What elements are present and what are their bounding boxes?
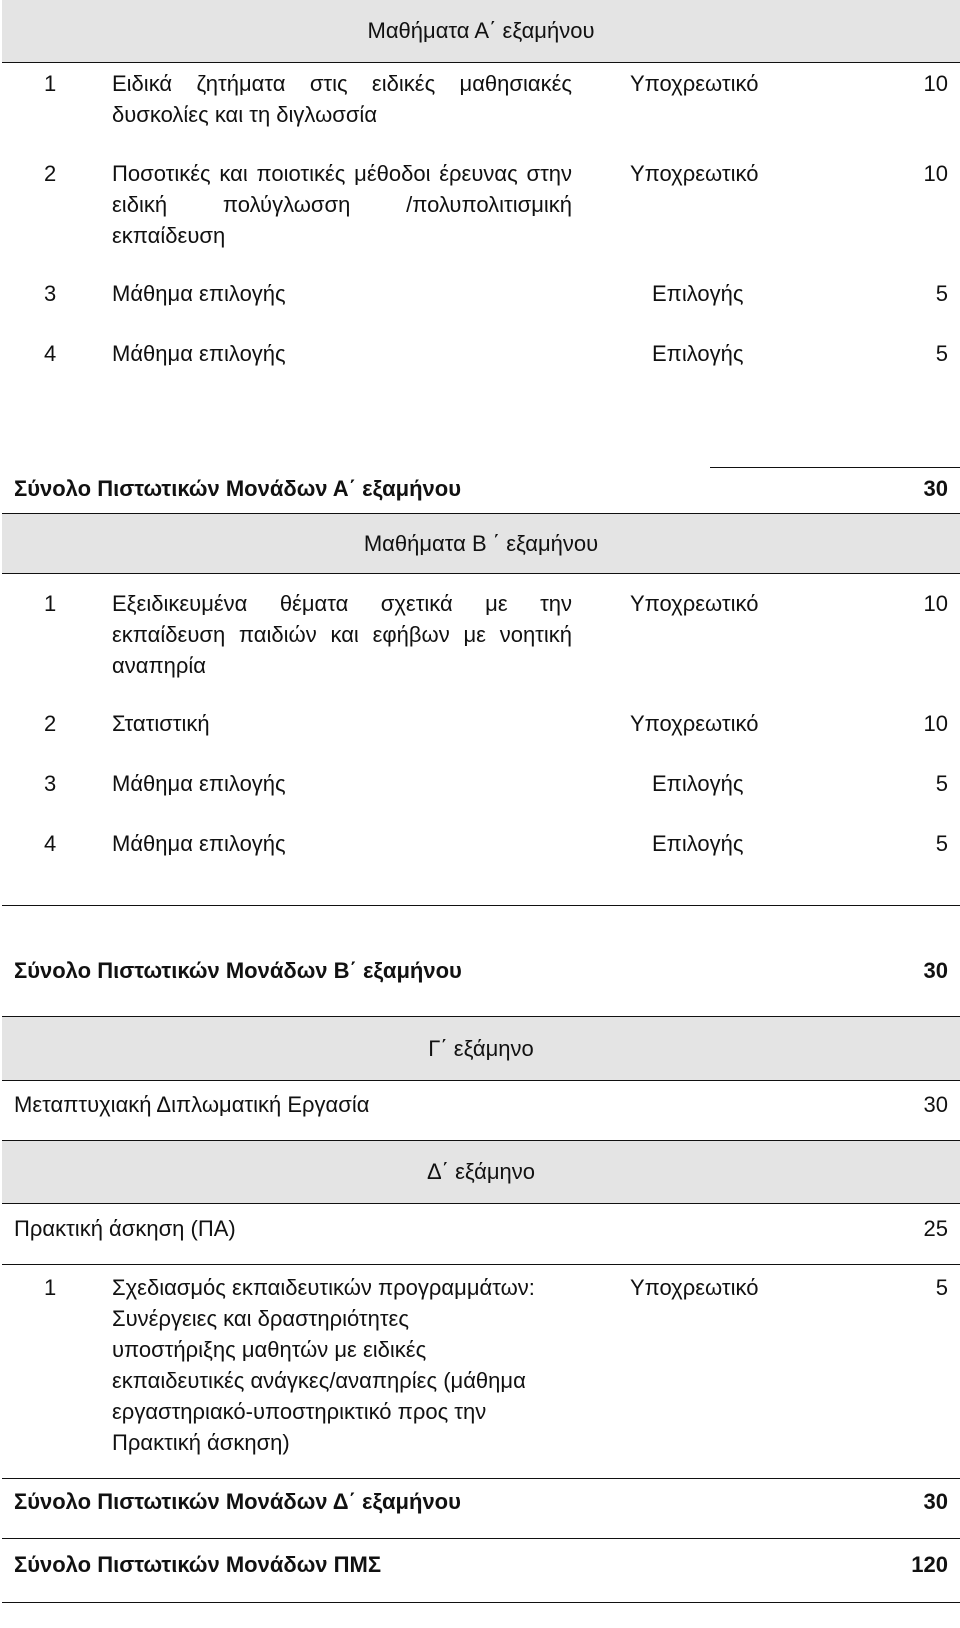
semester-c-header [2,1017,960,1080]
semester-b-header-text: Μαθήματα Β ΄ εξαμήνου [363,530,599,556]
course-title-line: Πρακτική άσκηση) [112,1430,290,1455]
divider [710,467,960,468]
divider [2,1080,960,1081]
course-credits: 10 [923,161,948,186]
semester-d-header [2,1141,960,1203]
course-number: 1 [44,71,57,96]
course-number: 2 [44,161,57,186]
total-label: Σύνολο Πιστωτικών Μονάδων Α΄ εξαμήνου [14,476,462,501]
course-credits: 5 [935,341,948,366]
course-type: Υποχρεωτικό [630,1275,759,1300]
course-type: Επιλογής [652,341,744,366]
course-type: Επιλογής [652,831,744,856]
divider [2,1203,960,1204]
course-title-line: εκπαιδευτικές ανάγκες/αναπηρίες (μάθημα [112,1368,526,1393]
divider [2,905,960,906]
course-title [112,1272,572,1458]
course-credits: 10 [923,711,948,736]
course-number: 3 [44,771,57,796]
course-number: 4 [44,831,57,856]
course-title: Ειδικά ζητήματα στις ειδικές μαθησιακές δυσκολίες και τη διγλωσσία [112,71,572,127]
course-type: Υποχρεωτικό [630,591,759,616]
course-type: Υποχρεωτικό [630,711,759,736]
course-title-line: εργαστηριακό-υποστηρικτικό προς την [112,1399,487,1424]
total-label: Σύνολο Πιστωτικών Μονάδων Δ΄ εξαμήνου [14,1489,461,1514]
divider [2,1538,960,1539]
course-type: Υποχρεωτικό [630,161,759,186]
course-type: Επιλογής [652,281,744,306]
course-title: Μάθημα επιλογής [112,831,286,856]
total-value: 30 [923,958,948,983]
course-number: 1 [44,591,57,616]
divider [2,1602,960,1603]
thesis-credits: 30 [923,1092,948,1117]
course-title: Μάθημα επιλογής [112,281,286,306]
course-title-line: Συνέργειες και δραστηριότητες [112,1306,409,1331]
course-title: Μάθημα επιλογής [112,341,286,366]
total-value: 30 [923,1489,948,1514]
practicum-credits: 25 [923,1216,948,1241]
course-credits: 5 [935,281,948,306]
course-type: Επιλογής [652,771,744,796]
course-title: Μάθημα επιλογής [112,771,286,796]
course-title-line: υποστήριξης μαθητών με ειδικές [112,1337,427,1362]
divider [2,573,960,574]
course-type: Υποχρεωτικό [630,71,759,96]
divider [2,1478,960,1479]
thesis-label: Μεταπτυχιακή Διπλωματική Εργασία [14,1092,370,1117]
course-credits: 10 [923,71,948,96]
course-title: Εξειδικευμένα θέματα σχετικά με την εκπαίδευση παιδιών και εφήβων με νοητική αναπηρία [112,591,572,678]
course-number: 4 [44,341,57,366]
total-label: Σύνολο Πιστωτικών Μονάδων Β΄ εξαμήνου [14,958,462,983]
total-value: 30 [923,476,948,501]
course-credits: 5 [935,771,948,796]
course-title: Ποσοτικές και ποιοτικές μέθοδοι έρευνας στην ειδική πολύγλωσση /πολυπολιτισμική εκπαίδευση [112,161,572,248]
grand-total-value: 120 [911,1552,948,1577]
semester-a-header [2,0,960,62]
course-credits: 5 [935,831,948,856]
divider [2,1264,960,1265]
semester-c-header-text: Γ΄ εξάμηνο [428,1035,534,1061]
semester-a-header-text: Μαθήματα Α΄ εξαμήνου [367,18,595,43]
practicum-label: Πρακτική άσκηση (ΠΑ) [14,1216,236,1241]
course-credits: 10 [923,591,948,616]
course-title-line: Σχεδιασμός εκπαιδευτικών προγραμμάτων: [112,1275,535,1300]
divider [2,62,960,63]
course-number: 2 [44,711,57,736]
course-number: 1 [44,1275,57,1300]
course-number: 3 [44,281,57,306]
course-title: Στατιστική [112,711,210,736]
grand-total-label: Σύνολο Πιστωτικών Μονάδων ΠΜΣ [14,1552,382,1577]
semester-d-header-text: Δ΄ εξάμηνο [426,1159,536,1184]
semester-b-header [2,514,960,573]
course-credits: 5 [935,1275,948,1300]
